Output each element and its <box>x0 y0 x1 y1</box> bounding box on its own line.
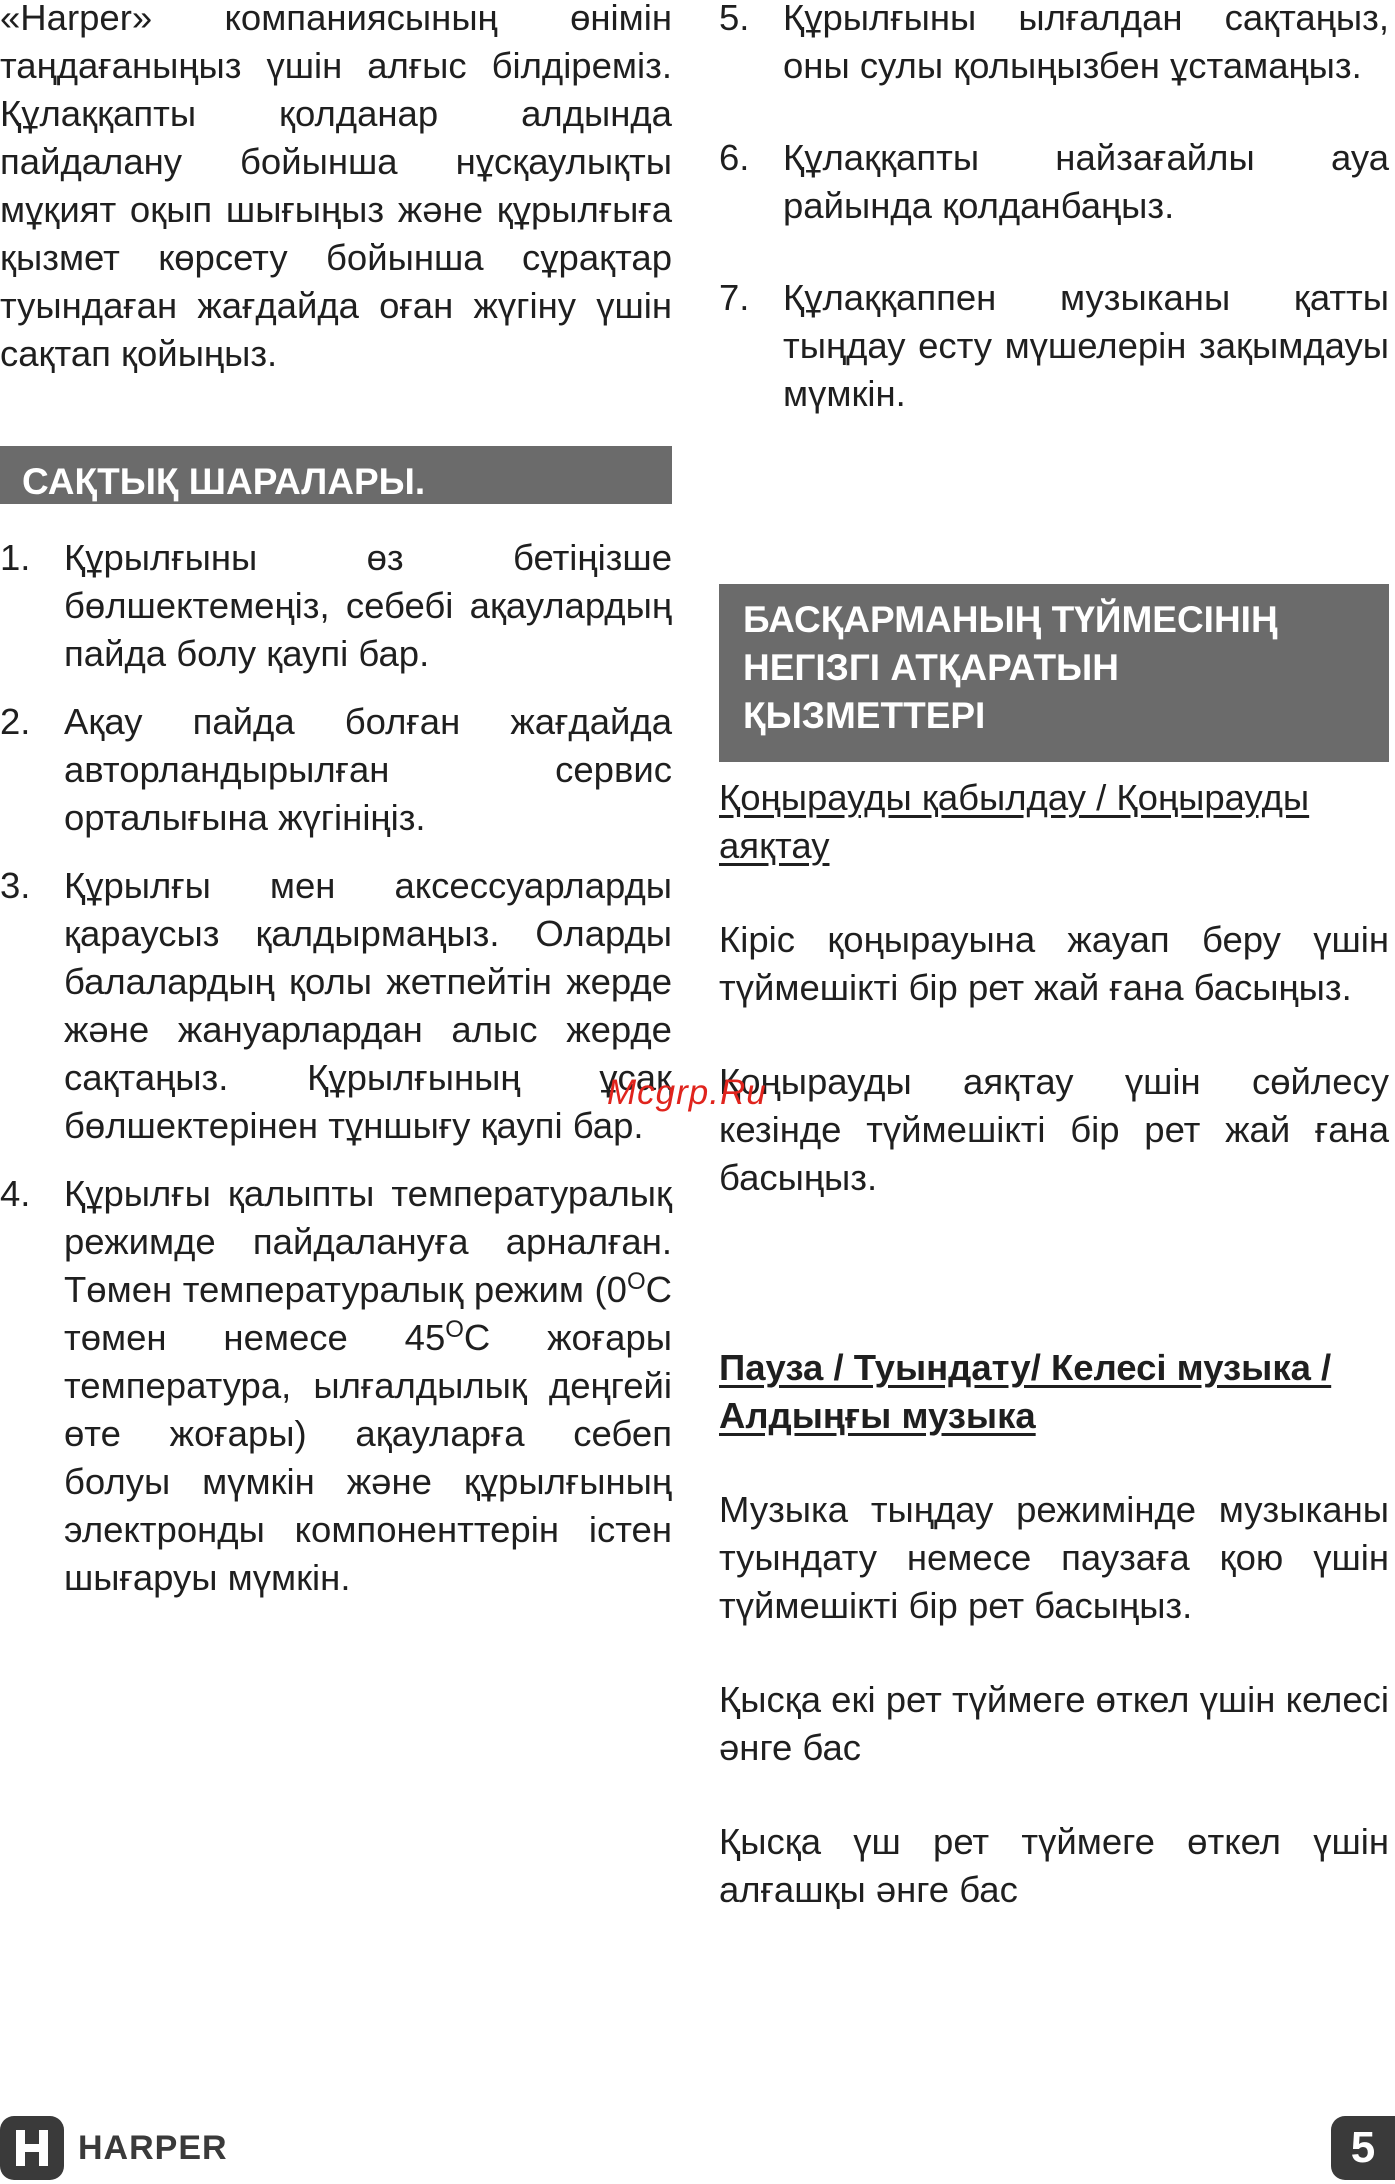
item-text: Құрылғыны ылғалдан сақтаңыз, оны сулы қолыңызбен ұстамаңыз. <box>783 0 1389 86</box>
call-paragraph-2: Қоңырауды аяқтау үшін сөйлесу кезінде түймешікті бір рет жай ғана басыңыз. <box>719 1061 1389 1198</box>
precautions-list-continued <box>719 0 1389 418</box>
item-text: Құрылғыны өз бетіңізше бөлшектемеңіз, себебі ақаулардың пайда болу қаупі бар. <box>64 537 672 674</box>
functions-title: БАСҚАРМАНЫҢ ТҮЙМЕСІНІҢ НЕГІЗГІ АТҚАРАТЫН ҚЫЗМЕТТЕРІ <box>743 599 1278 736</box>
brand-name: HARPER <box>78 2128 228 2167</box>
logo-badge-icon <box>0 2116 64 2180</box>
precautions-header <box>0 446 672 504</box>
item-number: 5. <box>719 0 750 38</box>
brand-logo <box>0 2116 228 2180</box>
precautions-list <box>0 534 672 1602</box>
item-text: Құрылғы қалыпты температуралық режимде пайдалануға арналған. Төмен температуралық режим ($0^ОС$ төмен немесе $45^ОС$ жоғары температура, ылғалдылық деңгейі өте жоғары) ақауларға себеп болуы мүмкін және құрылғының электронды компоненттерін істен шығаруы мүмкін. <box>64 1173 672 1598</box>
music-paragraph-3: Қысқа үш рет түймеге өткел үшін алғашқы әнге бас <box>719 1821 1389 1910</box>
item-text: Ақау пайда болған жағдайда авторландырылған сервис орталығына жүгініңіз. <box>64 701 672 838</box>
watermark: Mcgrp.Ru <box>607 1073 767 1112</box>
intro-paragraph: «Harper» компаниясының өнімін таңдағаныңыз үшін алғыс білдіреміз. Құлаққапты қолданар алдында пайдалану бойынша нұсқаулықты мұқият оқып шығыңыз және құрылғыға қызмет көрсету бойынша сұрақтар туындаған жағдайда оған жүгіну үшін сақтап қойыңыз. <box>0 0 672 374</box>
list-item <box>0 862 672 1150</box>
item-number: 2. <box>0 701 31 742</box>
list-item <box>719 134 1389 230</box>
music-paragraph-1: Музыка тыңдау режимінде музыканы туындату немесе паузаға қою үшін түймешікті бір рет басыңыз. <box>719 1489 1389 1626</box>
precautions-title: САҚТЫҚ ШАРАЛАРЫ. <box>22 461 426 502</box>
list-item <box>0 698 672 842</box>
call-heading: Қоңырауды қабылдау / Қоңырауды аяқтау <box>719 777 1310 866</box>
item-text: Құрылғы мен аксессуарларды қараусыз қалдырмаңыз. Оларды балалардың қолы жетпейтін жерде және жануарлардан алыс жерде сақтаңыз. Құрылғының ұсақ бөлшектерінен тұншығу қаупі бар. <box>64 865 672 1146</box>
music-paragraph-2: Қысқа екі рет түймеге өткел үшін келесі әнге бас <box>719 1679 1389 1768</box>
list-item <box>719 0 1389 90</box>
list-item <box>0 1170 672 1602</box>
item-number: 4. <box>0 1173 31 1214</box>
item-text: Құлаққапты найзағайлы ауа райында қолданбаңыз. <box>783 137 1389 226</box>
right-column <box>719 0 1389 1914</box>
functions-header <box>719 584 1389 762</box>
item-number: 1. <box>0 537 31 578</box>
list-item <box>719 274 1389 418</box>
call-paragraph-1: Кіріс қоңырауына жауап беру үшін түймешікті бір рет жай ғана басыңыз. <box>719 919 1389 1008</box>
logo-h-icon <box>12 2126 52 2170</box>
item-number: 7. <box>719 277 750 318</box>
list-item <box>0 534 672 678</box>
degree-sup: О <box>445 1315 464 1343</box>
page-number: 5 <box>1331 2116 1395 2180</box>
item-number: 3. <box>0 865 31 906</box>
left-column <box>0 0 672 1602</box>
item-number: 6. <box>719 137 750 178</box>
music-heading: Пауза / Туындату/ Келесі музыка / Алдыңғы музыка <box>719 1347 1332 1436</box>
item-text: Құлаққаппен музыканы қатты тыңдау есту мүшелерін зақымдауы мүмкін. <box>783 277 1389 414</box>
degree-sup: О <box>626 1267 646 1295</box>
